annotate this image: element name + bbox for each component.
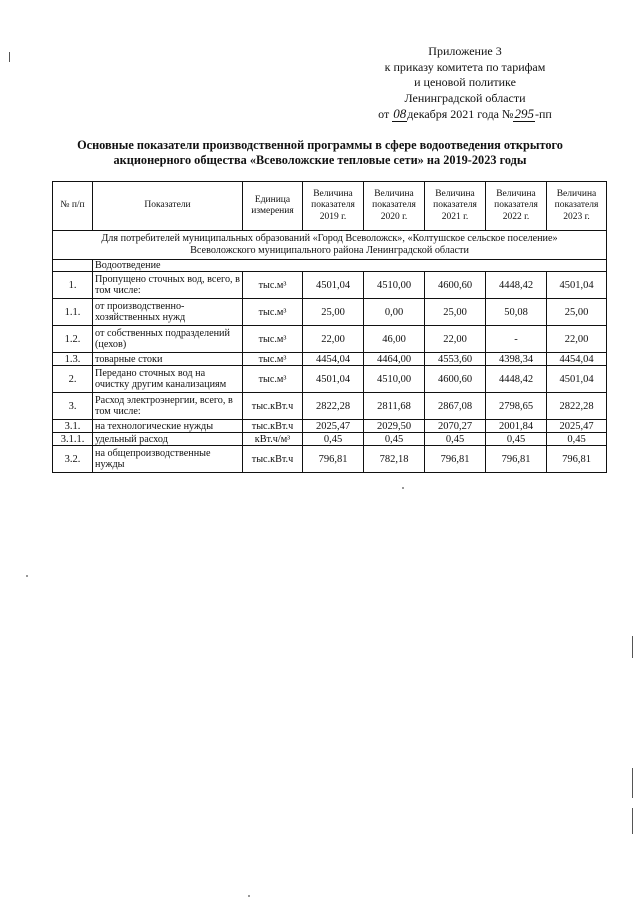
- row-value-2021: 2867,08: [425, 393, 486, 420]
- row-value-2020: 782,18: [364, 446, 425, 473]
- row-num: 3.2.: [53, 446, 93, 473]
- table-row: [53, 326, 607, 353]
- row-value-2023: 4501,04: [547, 366, 607, 393]
- row-name: Пропущено сточных вод, всего, в том числе:: [93, 272, 243, 299]
- date-suffix: -пп: [534, 107, 552, 121]
- header-unit: Единица измерения: [243, 182, 303, 231]
- row-unit: тыс.м³: [243, 366, 303, 393]
- row-name: товарные стоки: [93, 353, 243, 366]
- row-value-2022: 796,81: [486, 446, 547, 473]
- table-row: [53, 366, 607, 393]
- row-value-2023: 4454,04: [547, 353, 607, 366]
- group-cell: [53, 231, 607, 260]
- table-row: [53, 433, 607, 446]
- row-value-2020: 0,45: [364, 433, 425, 446]
- row-unit: тыс.кВт.ч: [243, 446, 303, 473]
- row-value-2021: 4553,60: [425, 353, 486, 366]
- row-value-2019: 4454,04: [303, 353, 364, 366]
- group-row: [53, 231, 607, 260]
- row-value-2020: 46,00: [364, 326, 425, 353]
- row-value-2019: 22,00: [303, 326, 364, 353]
- row-name: удельный расход: [93, 433, 243, 446]
- row-value-2021: 22,00: [425, 326, 486, 353]
- table-row: [53, 446, 607, 473]
- row-unit: тыс.м³: [243, 272, 303, 299]
- row-num: 3.: [53, 393, 93, 420]
- appendix-order-line: к приказу комитета по тарифам: [384, 59, 546, 74]
- row-value-2021: 796,81: [425, 446, 486, 473]
- row-value-2022: 2001,84: [486, 420, 547, 433]
- section-label: Водоотведение: [93, 260, 607, 272]
- table-row: [53, 420, 607, 433]
- handwritten-day: 08: [393, 106, 407, 121]
- row-value-2020: 4510,00: [364, 366, 425, 393]
- row-value-2019: 25,00: [303, 299, 364, 326]
- row-num: 1.3.: [53, 353, 93, 366]
- row-num: 1.2.: [53, 326, 93, 353]
- header-2023: Величина показателя 2023 г.: [547, 182, 607, 231]
- row-unit: тыс.м³: [243, 326, 303, 353]
- row-value-2022: 4398,34: [486, 353, 547, 366]
- row-unit: тыс.кВт.ч: [243, 420, 303, 433]
- row-value-2023: 0,45: [547, 433, 607, 446]
- table-row: [53, 393, 607, 420]
- row-unit: тыс.м³: [243, 353, 303, 366]
- scan-mark-right-3: [632, 808, 633, 834]
- row-value-2022: 0,45: [486, 433, 547, 446]
- header-num: № п/п: [53, 182, 93, 231]
- group-line-1: Для потребителей муниципальных образований «Город Всеволожск», «Колтушское сельское поселение»: [101, 233, 558, 244]
- header-2020: Величина показателя 2020 г.: [364, 182, 425, 231]
- header-name: Показатели: [93, 182, 243, 231]
- scan-mark-right-2: [632, 768, 633, 798]
- group-line-2: Всеволожского муниципального района Ленинградской области: [190, 245, 469, 256]
- table-row: [53, 272, 607, 299]
- row-value-2023: 2822,28: [547, 393, 607, 420]
- row-value-2021: 25,00: [425, 299, 486, 326]
- row-num: 1.: [53, 272, 93, 299]
- appendix-committee-line: и ценовой политике: [414, 75, 516, 89]
- row-value-2020: 4510,00: [364, 272, 425, 299]
- row-value-2023: 796,81: [547, 446, 607, 473]
- scan-speck: [248, 895, 250, 897]
- row-value-2023: 4501,04: [547, 272, 607, 299]
- row-value-2021: 0,45: [425, 433, 486, 446]
- section-row: [53, 260, 607, 272]
- row-num: 2.: [53, 366, 93, 393]
- row-value-2021: 4600,60: [425, 272, 486, 299]
- row-value-2020: 0,00: [364, 299, 425, 326]
- table-row: [53, 353, 607, 366]
- scan-speck: [402, 487, 404, 489]
- row-unit: тыс.кВт.ч: [243, 393, 303, 420]
- row-name: Передано сточных вод на очистку другим канализациям: [93, 366, 243, 393]
- row-num: 3.1.1.: [53, 433, 93, 446]
- row-value-2020: 2811,68: [364, 393, 425, 420]
- appendix-title: Приложение 3: [428, 44, 502, 58]
- table-header-row: [53, 182, 607, 231]
- handwritten-order-number: 295: [514, 106, 534, 121]
- row-name: Расход электроэнергии, всего, в том числе:: [93, 393, 243, 420]
- row-value-2019: 796,81: [303, 446, 364, 473]
- row-value-2022: -: [486, 326, 547, 353]
- header-2022: Величина показателя 2022 г.: [486, 182, 547, 231]
- row-name: на технологические нужды: [93, 420, 243, 433]
- indicators-table: [52, 181, 607, 473]
- header-2019: Величина показателя 2019 г.: [303, 182, 364, 231]
- row-name: от производственно-хозяйственных нужд: [93, 299, 243, 326]
- row-value-2019: 4501,04: [303, 366, 364, 393]
- date-prefix: от: [378, 107, 390, 121]
- row-value-2021: 4600,60: [425, 366, 486, 393]
- appendix-date-line: [350, 106, 580, 123]
- table-row: [53, 299, 607, 326]
- row-value-2019: 2025,47: [303, 420, 364, 433]
- scan-mark-left: [9, 52, 10, 62]
- row-name: от собственных подразделений (цехов): [93, 326, 243, 353]
- row-value-2020: 2029,50: [364, 420, 425, 433]
- row-value-2019: 4501,04: [303, 272, 364, 299]
- row-value-2023: 2025,47: [547, 420, 607, 433]
- appendix-region-line: Ленинградской области: [404, 90, 526, 105]
- row-unit: тыс.м³: [243, 299, 303, 326]
- date-middle: декабря 2021 года №: [407, 107, 514, 121]
- row-name: на общепроизводственные нужды: [93, 446, 243, 473]
- row-value-2022: 4448,42: [486, 366, 547, 393]
- title-line-1: Основные показатели производственной программы в сфере водоотведения открытого: [77, 138, 563, 152]
- scan-speck: [26, 575, 28, 577]
- document-title: [70, 138, 570, 168]
- row-value-2022: 2798,65: [486, 393, 547, 420]
- title-line-2: акционерного общества «Всеволожские тепловые сети» на 2019-2023 годы: [113, 153, 527, 167]
- row-value-2019: 2822,28: [303, 393, 364, 420]
- header-2021: Величина показателя 2021 г.: [425, 182, 486, 231]
- row-value-2022: 4448,42: [486, 272, 547, 299]
- row-value-2022: 50,08: [486, 299, 547, 326]
- row-unit: кВт.ч/м³: [243, 433, 303, 446]
- row-value-2020: 4464,00: [364, 353, 425, 366]
- row-num: 1.1.: [53, 299, 93, 326]
- row-num: 3.1.: [53, 420, 93, 433]
- section-num-cell: [53, 260, 93, 272]
- appendix-block: [350, 44, 580, 123]
- row-value-2023: 25,00: [547, 299, 607, 326]
- row-value-2023: 22,00: [547, 326, 607, 353]
- row-value-2019: 0,45: [303, 433, 364, 446]
- scan-mark-right-1: [632, 636, 633, 658]
- row-value-2021: 2070,27: [425, 420, 486, 433]
